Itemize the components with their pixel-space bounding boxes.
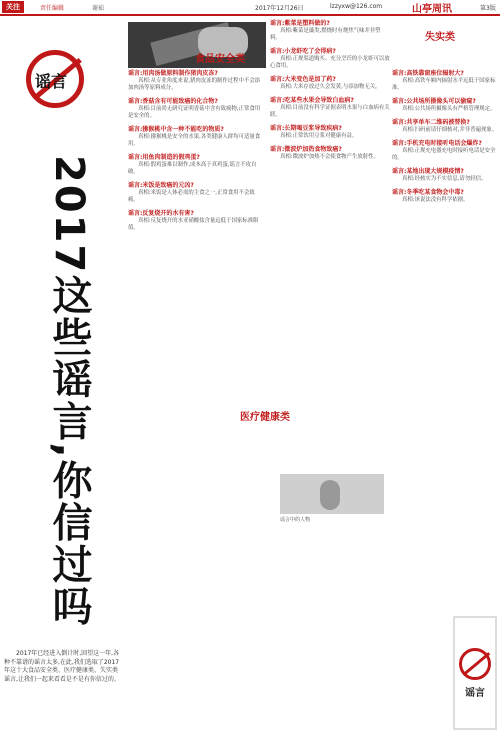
rumor-question: 谣言:共享单车二维码被替换?	[392, 119, 470, 126]
article	[270, 20, 390, 42]
rumor-answer: 真相:扫码前请仔细核对,并非普遍现象。	[402, 127, 498, 133]
article	[128, 210, 262, 232]
article	[392, 168, 498, 183]
article	[128, 98, 262, 120]
rumor-question: 谣言:高铁靠窗座位辐射大?	[392, 70, 464, 77]
contact-email: lzzyxw@126.com	[330, 3, 383, 10]
rumor-question: 谣言:用肉汤做原料制作猪肉皮冻?	[128, 70, 218, 77]
rumor-answer: 真相:假鸡蛋难以制作,成本高于真鸡蛋,谣言不攻自破。	[128, 162, 257, 175]
rumor-question: 谣言:手机充电时接听电话会爆炸?	[392, 140, 482, 147]
rumor-question: 谣言:冬季吃某食物会中毒?	[392, 189, 464, 196]
editor-label: 责任编辑	[40, 5, 65, 12]
rumor-answer: 真相:微波炉加热不会使食物产生放射性。	[280, 154, 379, 160]
middle-column	[270, 20, 390, 167]
article	[392, 98, 498, 113]
page-header	[0, 0, 500, 16]
article	[270, 76, 390, 91]
rumor-answer: 真相:高铁车厢内辐射水平远低于国家标准。	[392, 78, 496, 91]
rumor-answer: 真相:正常饮用豆浆对健康有益。	[280, 133, 358, 139]
article	[270, 146, 390, 161]
right-column	[392, 70, 498, 210]
rumor-answer: 真相:猕猴桃是安全的水果,各类健康人群均可适量食用。	[128, 134, 261, 147]
rumor-answer: 真相:米饭是人体必需的主食之一,正常食用不会致癌。	[128, 190, 255, 203]
left-column	[128, 70, 262, 238]
rumor-question: 谣言:微波炉加热食物致癌?	[270, 146, 342, 153]
rumor-answer: 真相:该说法没有科学依据。	[402, 197, 469, 203]
rumor-question: 谣言:小龙虾吃了会得病?	[270, 48, 336, 55]
rumor-answer: 真相:反复烧开的水亚硝酸盐含量远低于国家标准限值。	[128, 218, 259, 231]
article	[270, 48, 390, 70]
newspaper-logo: 山亭周讯	[412, 4, 452, 15]
rumor-stamp	[18, 40, 128, 140]
no-sign-icon	[26, 50, 84, 108]
vlogo-word: 谣言	[465, 688, 485, 699]
section-food: 食品安全类	[195, 54, 245, 65]
section-tag: 关注	[2, 1, 24, 13]
article	[392, 140, 498, 162]
rumor-answer: 真相:目前尚无研究证明香菇中含有致癌物,正常食用是安全的。	[128, 106, 261, 119]
article	[270, 97, 390, 119]
article	[128, 154, 262, 176]
issue-date: 2017年12月26日	[255, 5, 304, 12]
rumor-question: 谣言:用鱼肉制造的假鸡蛋?	[128, 154, 200, 161]
photo-caption: 谣言中的人物	[280, 517, 311, 523]
rumor-answer: 真相:从专业角度来说,猪肉皮冻的制作过程中不会添加肉汤等原料成分。	[128, 78, 261, 91]
rumor-answer: 真相:公共场所摄像头有严格管理规定。	[402, 106, 496, 112]
editor-name: 谢茹	[92, 5, 105, 12]
rumor-question: 谣言:香菇含有可能致癌的化合物?	[128, 98, 218, 105]
rumor-answer: 真相:紫菜是藻类,燃烧时有烧焦气味并非塑料。	[270, 28, 381, 41]
stamp-word: 谣言	[35, 72, 68, 91]
news-photo	[280, 474, 384, 523]
vertical-logo	[453, 616, 497, 730]
rumor-answer: 真相:正规渠道购买、充分烹饪的小龙虾可以放心食用。	[270, 56, 390, 69]
article	[128, 126, 262, 148]
section-fact: 失实类	[425, 32, 455, 43]
rumor-question: 谣言:米饭是致癌的元凶?	[128, 182, 194, 189]
section-health: 医疗健康类	[240, 412, 290, 423]
no-sign-icon	[459, 648, 491, 680]
rumor-question: 谣言:吃某些水果会导致白血病?	[270, 97, 354, 104]
rumor-answer: 真相:大米存放过久会发黄,与添加物无关。	[280, 84, 381, 90]
article	[392, 70, 498, 92]
intro-paragraph: 2017年已经进入倒计时,回望这一年,各种不靠谱的谣言太多,在此,我们选取了2017年这十大食品安全类、医疗健康类、失实类谣言,让我们一起来看看是不是有你信过的。	[4, 650, 120, 683]
article	[128, 182, 262, 204]
rumor-answer: 真相:经核实为不实信息,请勿轻信。	[402, 176, 487, 182]
article	[392, 119, 498, 134]
rumor-question: 谣言:猕猴桃中含一种不能吃的物质?	[128, 126, 224, 133]
rumor-question: 谣言:紫菜是塑料做的?	[270, 20, 330, 27]
rumor-answer: 真相:正规充电器充电时接听电话是安全的。	[392, 148, 496, 161]
headline: 2017这些谣言,你信过吗	[46, 154, 92, 628]
rumor-question: 谣言:长期喝豆浆导致疾病?	[270, 125, 342, 132]
rumor-question: 谣言:公共场所摄像头可以偷窥?	[392, 98, 476, 105]
rumor-answer: 真相:目前没有科学证据表明水果与白血病有关联。	[270, 105, 390, 118]
article	[128, 70, 262, 92]
article	[392, 189, 498, 204]
rumor-question: 谣言:反复烧开的水有害?	[128, 210, 194, 217]
article	[270, 125, 390, 140]
rumor-question: 谣言:某地出现大规模疫情?	[392, 168, 464, 175]
page-number: 第3版	[480, 5, 496, 12]
rumor-question: 谣言:大米变色是加了药?	[270, 76, 336, 83]
